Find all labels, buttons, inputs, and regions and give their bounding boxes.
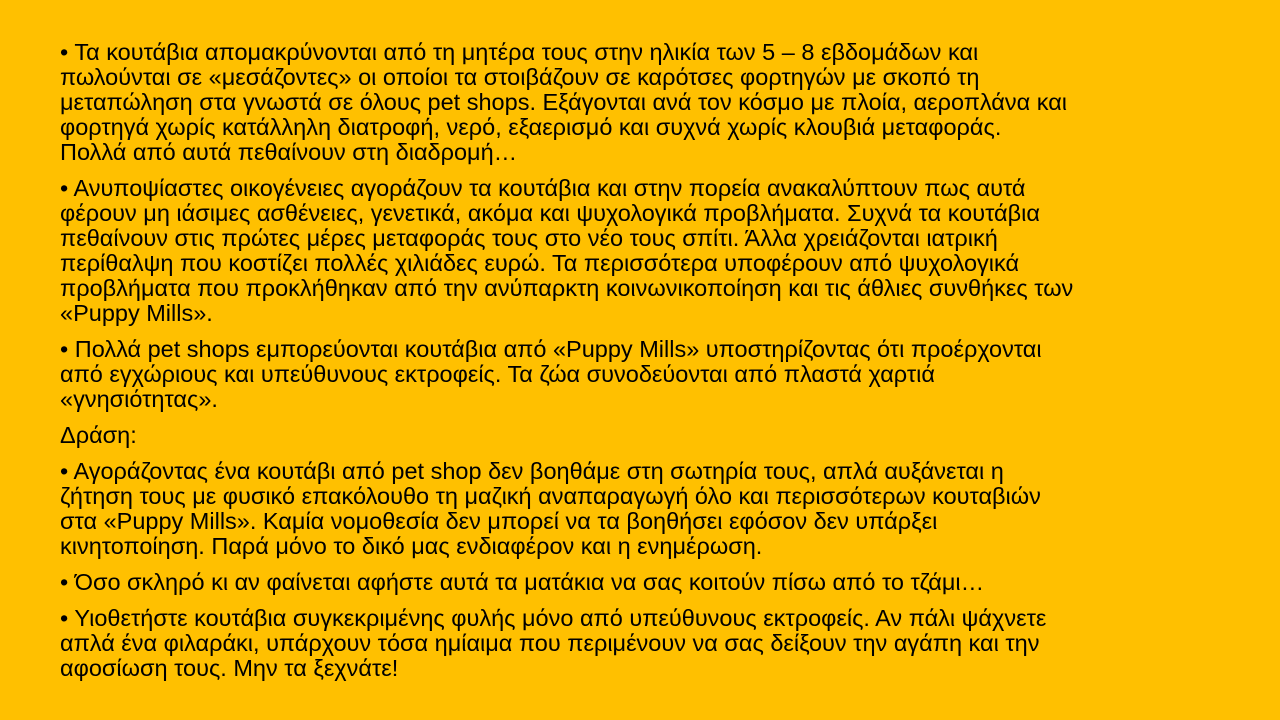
paragraph-unsuspecting-families [60, 176, 1220, 326]
text-line: πεθαίνουν στις πρώτες μέρες μεταφοράς τους στο νέο τους σπίτι. Άλλα χρειάζονται ιατρική [60, 225, 998, 251]
text-line: κινητοποίηση. Παρά μόνο το δικό μας ενδιαφέρον και η ενημέρωση. [60, 533, 763, 559]
text-line: φορτηγά χωρίς κατάλληλη διατροφή, νερό, εξαερισμό και συχνά χωρίς κλουβιά μεταφοράς. [60, 114, 1002, 140]
paragraph-glass-eyes [60, 570, 1220, 595]
text-line: περίθαλψη που κοστίζει πολλές χιλιάδες ευρώ. Τα περισσότερα υποφέρουν από ψυχολογικά [60, 250, 1020, 276]
paragraph-puppy-removal [60, 40, 1220, 165]
text-line: μεταπώληση στα γνωστά σε όλους pet shops. Εξάγονται ανά τον κόσμο με πλοία, αεροπλάνα και [60, 89, 1068, 115]
paragraph-action-heading [60, 423, 1220, 448]
text-line: • Όσο σκληρό κι αν φαίνεται αφήστε αυτά τα ματάκια να σας κοιτούν πίσω από το τζάμι… [60, 569, 985, 595]
text-line: φέρουν μη ιάσιμες ασθένειες, γενετικά, ακόμα και ψυχολογικά προβλήματα. Συχνά τα κουτάβια [60, 200, 1040, 226]
paragraph-buying-consequence [60, 459, 1220, 559]
text-line: ζήτηση τους με φυσικό επακόλουθο τη μαζική αναπαραγωγή όλο και περισσότερων κουταβιών [60, 483, 1041, 509]
paragraph-pet-shops [60, 337, 1220, 412]
text-line: αφοσίωση τους. Μην τα ξεχνάτε! [60, 655, 399, 681]
text-line: Πολλά από αυτά πεθαίνουν στη διαδρομή… [60, 139, 518, 165]
text-line: «γνησιότητας». [60, 386, 218, 412]
text-line: στα «Puppy Mills». Καμία νομοθεσία δεν μπορεί να τα βοηθήσει εφόσον δεν υπάρξει [60, 508, 938, 534]
text-line: • Πολλά pet shops εμπορεύονται κουτάβια από «Puppy Mills» υποστηρίζοντας ότι προέρχονται [60, 336, 1042, 362]
text-line: προβλήματα που προκλήθηκαν από την ανύπαρκτη κοινωνικοποίηση και τις άθλιες συνθήκες των [60, 275, 1074, 301]
text-line: • Αγοράζοντας ένα κουτάβι από pet shop δεν βοηθάμε στη σωτηρία τους, απλά αυξάνεται η [60, 458, 1004, 484]
text-line: • Ανυποψίαστες οικογένειες αγοράζουν τα κουτάβια και στην πορεία ανακαλύπτουν πως αυτά [60, 175, 1026, 201]
text-line: απλά ένα φιλαράκι, υπάρχουν τόσα ημίαιμα που περιμένουν να σας δείξουν την αγάπη και την [60, 630, 1040, 656]
paragraph-adopt [60, 606, 1220, 681]
text-line: «Puppy Mills». [60, 300, 213, 326]
text-line: Δράση: [60, 422, 137, 448]
text-line: • Τα κουτάβια απομακρύνονται από τη μητέρα τους στην ηλικία των 5 – 8 εβδομάδων και [60, 39, 979, 65]
text-line: από εγχώριους και υπεύθυνους εκτροφείς. Τα ζώα συνοδεύονται από πλαστά χαρτιά [60, 361, 935, 387]
text-line: • Υιοθετήστε κουτάβια συγκεκριμένης φυλής μόνο από υπεύθυνους εκτροφείς. Αν πάλι ψάχνετε [60, 605, 1047, 631]
text-line: πωλούνται σε «μεσάζοντες» οι οποίοι τα στοιβάζουν σε καρότσες φορτηγών με σκοπό τη [60, 64, 980, 90]
